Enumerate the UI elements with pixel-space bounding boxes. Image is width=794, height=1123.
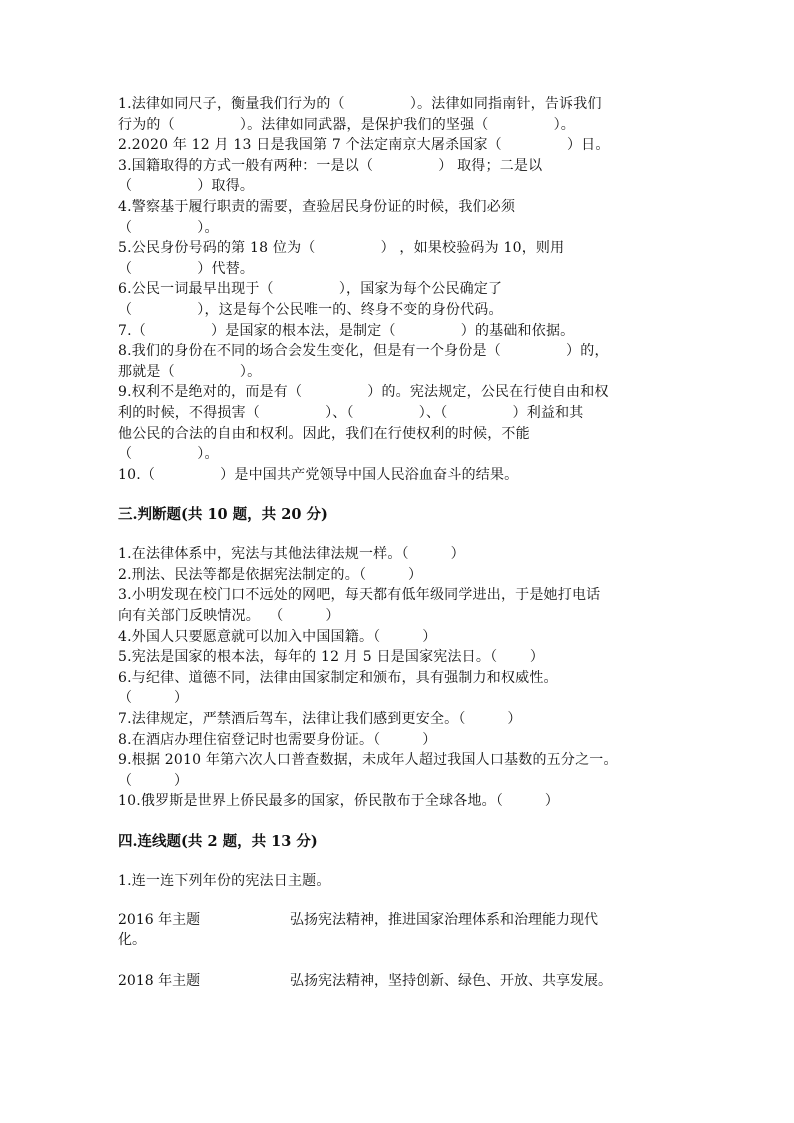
fill-line: （ ）。	[118, 219, 219, 236]
match-left-item[interactable]: 2018 年主题	[118, 972, 201, 989]
match-intro: 1.连一连下列年份的宪法日主题。	[118, 873, 331, 889]
judge-line: 9.根据 2010 年第六次人口普查数据，未成年人超过我国人口基数的五分之一。	[118, 752, 618, 769]
match-section	[118, 832, 678, 991]
fill-line: （ ）取得。	[118, 178, 255, 195]
fill-line: 那就是（ ）。	[118, 363, 262, 380]
match-left-item[interactable]: 2016 年主题	[118, 911, 201, 928]
fill-line: 6.公民一词最早出现于（ ），国家为每个公民确定了	[118, 281, 503, 298]
judge-line: 8.在酒店办理住宿登记时也需要身份证。（ ）	[118, 731, 437, 748]
match-continuation: 化。	[118, 932, 146, 949]
fill-line: 3.国籍取得的方式一般有两种：一是以（ ） 取得；二是以	[118, 157, 543, 174]
judge-line: 10.俄罗斯是世界上侨民最多的国家，侨民散布于全球各地。（ ）	[118, 793, 560, 810]
fill-line: （ ）。	[118, 446, 219, 463]
fill-line: 利的时候，不得损害（ ）、（ ）、（ ）利益和其	[118, 404, 584, 421]
match-right-item[interactable]: 弘扬宪法精神，推进国家治理体系和治理能力现代	[290, 911, 598, 928]
fill-line: （ ），这是每个公民唯一的、终身不变的身份代码。	[118, 301, 503, 318]
fill-line: 他公民的合法的自由和权利。因此，我们在行使权利的时候，不能	[118, 425, 530, 442]
fill-line: 1.法律如同尺子，衡量我们行为的（ ）。法律如同指南针，告诉我们	[118, 96, 602, 112]
match-right-item[interactable]: 弘扬宪法精神，坚持创新、绿色、开放、共享发展。	[290, 972, 612, 989]
fill-line: 4.警察基于履行职责的需要，查验居民身份证的时候，我们必须	[118, 198, 516, 215]
judge-section	[118, 505, 678, 812]
judge-line: 5.宪法是国家的根本法，每年的 12 月 5 日是国家宪法日。（ ）	[118, 649, 545, 666]
judge-line: 7.法律规定，严禁酒后驾车，法律让我们感到更安全。（ ）	[118, 711, 522, 728]
match-pair	[118, 910, 678, 931]
judge-line: 2.刑法、民法等都是依据宪法制定的。（ ）	[118, 566, 423, 583]
judge-line: 3.小明发现在校门口不远处的网吧，每天都有低年级同学进出，于是她打电话	[118, 587, 601, 604]
fill-line: 10.（ ）是中国共产党领导中国人民浴血奋斗的结果。	[118, 466, 519, 483]
judge-line: 向有关部门反映情况。 （ ）	[118, 608, 340, 625]
judge-line: 1.在法律体系中，宪法与其他法律法规一样。（ ）	[118, 546, 465, 563]
fill-line: 行为的（ ）。法律如同武器，是保护我们的坚强（ ）。	[118, 116, 576, 133]
judge-line: 4.外国人只要愿意就可以加入中国国籍。（ ）	[118, 628, 437, 645]
fill-section	[118, 94, 678, 485]
section-heading-match: 四.连线题(共 2 题，共 13 分)	[118, 833, 318, 850]
fill-line: 2.2020 年 12 月 13 日是我国第 7 个法定南京大屠杀国家（ ）日。	[118, 137, 610, 154]
fill-line: 5.公民身份号码的第 18 位为（ ） ，如果校验码为 10，则用	[118, 240, 565, 257]
judge-line: 6.与纪律、道德不同，法律由国家制定和颁布，具有强制力和权威性。	[118, 669, 558, 686]
fill-line: 7.（ ）是国家的根本法，是制定（ ）的基础和依据。	[118, 322, 575, 339]
fill-line: （ ）代替。	[118, 260, 255, 277]
match-pair	[118, 971, 678, 992]
exam-page	[118, 94, 678, 991]
section-heading-judge: 三.判断题(共 10 题，共 20 分)	[118, 506, 328, 524]
fill-line: 9.权利不是绝对的，而是有（ ）的。宪法规定，公民在行使自由和权	[118, 384, 609, 401]
judge-line: （ ）	[118, 772, 189, 789]
fill-line: 8.我们的身份在不同的场合会发生变化，但是有一个身份是（ ）的，	[118, 343, 609, 360]
judge-line: （ ）	[118, 690, 189, 707]
